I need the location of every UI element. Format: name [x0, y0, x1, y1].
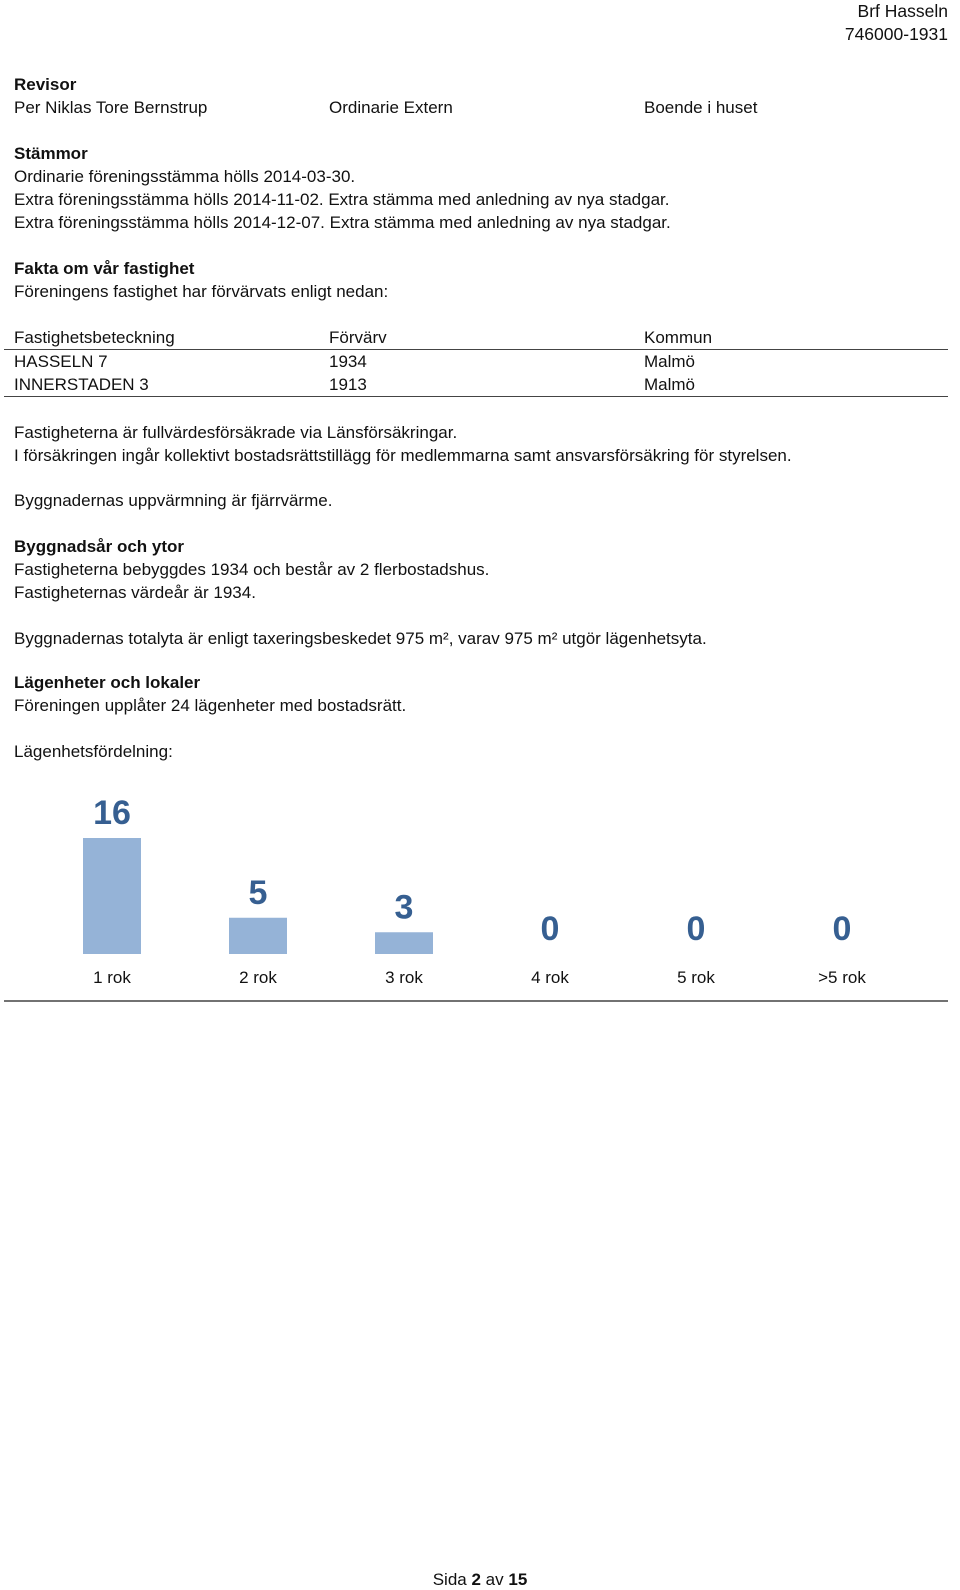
table-cell: HASSELN 7 [14, 352, 108, 371]
footer-separator: av [485, 1570, 504, 1589]
stamma-line: Ordinarie föreningsstämma hölls 2014-03-30. [14, 167, 356, 186]
chart-bar [83, 838, 141, 954]
chart-category-label: >5 rok [818, 968, 866, 987]
table-cell: Malmö [644, 352, 696, 371]
stamma-line: Extra föreningsstämma hölls 2014-12-07. Extra stämma med anledning av nya stadgar. [14, 213, 671, 232]
table-cell: 1934 [329, 352, 367, 371]
chart-value-label: 3 [394, 888, 414, 927]
footer-page-number: 2 [471, 1570, 481, 1589]
chart-value-label: 16 [93, 794, 131, 832]
byggnadsar-heading: Byggnadsår och ytor [14, 537, 185, 556]
chart-category-label: 1 rok [93, 968, 131, 987]
chart-category-label: 2 rok [239, 968, 277, 987]
table-cell: 1913 [329, 375, 367, 394]
revisor-note: Boende i huset [644, 98, 758, 117]
revisor-role: Ordinarie Extern [329, 98, 453, 117]
area-line: Byggnadernas totalyta är enligt taxeringsbeskedet 975 m², varav 975 m² utgör lägenhetsyta. [14, 629, 707, 648]
footer-prefix: Sida [432, 1570, 467, 1589]
byggnadsar-line: Fastigheterna bebyggdes 1934 och består av 2 flerbostadshus. [14, 560, 490, 579]
chart-category-label: 3 rok [385, 968, 423, 987]
page-footer [0, 1570, 960, 1590]
table-bottom-rule [4, 396, 948, 397]
header-org-name: Brf Hasseln [857, 1, 948, 21]
byggnadsar-line: Fastigheternas värdeår är 1934. [14, 583, 256, 602]
insurance-line: I försäkringen ingår kollektivt bostadsrättstillägg för medlemmarna samt ansvarsförsäkring för styrelsen. [14, 446, 792, 465]
chart-bar [375, 932, 433, 954]
heating-line: Byggnadernas uppvärmning är fjärrvärme. [14, 491, 333, 510]
table-header-rule [4, 349, 948, 350]
chart-category-label: 4 rok [531, 968, 569, 987]
fakta-heading: Fakta om vår fastighet [14, 259, 195, 278]
apartment-distribution-chart [0, 780, 960, 1010]
lagenheter-heading: Lägenheter och lokaler [14, 673, 201, 692]
distribution-label: Lägenhetsfördelning: [14, 742, 173, 761]
footer-page-total: 15 [508, 1570, 528, 1589]
table-header-forvarv: Förvärv [329, 328, 387, 347]
stamma-line: Extra föreningsstämma hölls 2014-11-02. Extra stämma med anledning av nya stadgar. [14, 190, 670, 209]
chart-value-label: 0 [686, 910, 706, 948]
chart-value-label: 0 [832, 910, 852, 948]
table-header-beteckning: Fastighetsbeteckning [14, 328, 175, 347]
insurance-line: Fastigheterna är fullvärdesförsäkrade via Länsförsäkringar. [14, 423, 458, 442]
stammor-heading: Stämmor [14, 144, 88, 163]
page-header [845, 0, 948, 46]
lagenheter-line: Föreningen upplåter 24 lägenheter med bostadsrätt. [14, 696, 407, 715]
fakta-intro: Föreningens fastighet har förvärvats enligt nedan: [14, 282, 389, 301]
header-org-number: 746000-1931 [844, 24, 948, 44]
table-header-kommun: Kommun [644, 328, 713, 347]
revisor-heading: Revisor [14, 75, 77, 94]
revisor-name: Per Niklas Tore Bernstrup [14, 98, 208, 117]
chart-value-label: 0 [540, 910, 560, 948]
chart-bar [229, 918, 287, 954]
table-cell: INNERSTADEN 3 [14, 375, 149, 394]
chart-value-label: 5 [248, 873, 268, 912]
chart-category-label: 5 rok [677, 968, 715, 987]
table-cell: Malmö [644, 375, 696, 394]
